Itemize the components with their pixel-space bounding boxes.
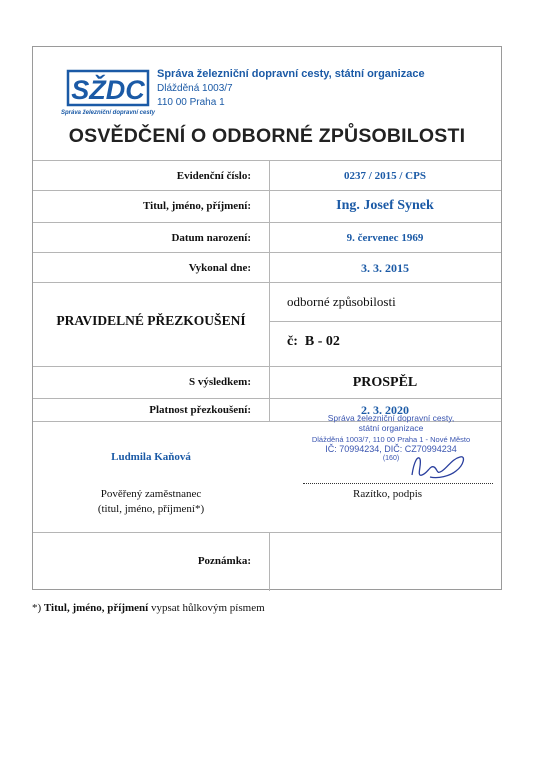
svg-text:SŽDC: SŽDC (71, 75, 145, 105)
birth-label: Datum narození: (171, 232, 251, 244)
stamp-sign-label: Razítko, podpis (353, 488, 423, 500)
exam-row (33, 283, 501, 367)
stamp-line-1: Správa železniční dopravní cesty, (327, 413, 455, 423)
signature-line (303, 483, 493, 484)
result-label: S výsledkem: (188, 376, 251, 388)
note-label: Poznámka: (197, 555, 251, 567)
name-label: Titul, jméno, příjmení: (143, 200, 251, 212)
birth-value: 9. červenec 1969 (346, 232, 424, 244)
page-title: OSVĚDČENÍ O ODBORNÉ ZPŮSOBILOSTI (68, 125, 466, 147)
evidence-value: 0237 / 2015 / CPS (344, 170, 426, 182)
result-row (33, 367, 501, 399)
evidence-row (33, 161, 501, 191)
footnote-rest: vypsat hůlkovým písmem (148, 602, 265, 614)
signatory-role-line2: (titul, jméno, příjmení*) (97, 503, 205, 515)
competence-label: odborné způsobilosti (287, 294, 396, 309)
org-address-street: Dlážděná 1003/7 (157, 83, 233, 94)
signature (408, 451, 468, 483)
performed-row (33, 253, 501, 283)
birth-row (33, 223, 501, 253)
validity-row (33, 399, 501, 533)
stamp-line-3: Dlážděná 1003/7, 110 00 Praha 1 - Nové Město (311, 435, 471, 444)
validity-value: 2. 3. 2020 (361, 403, 409, 417)
certificate-form (32, 46, 502, 590)
signatory-name: Ludmila Kaňová (111, 451, 191, 463)
header-row (33, 47, 501, 161)
footnote-prefix: *) (32, 602, 44, 614)
org-address-city: 110 00 Praha 1 (157, 97, 225, 108)
signatory-role-line1: Pověřený zaměstnanec (100, 488, 202, 500)
szdc-logo (60, 69, 156, 117)
performed-value: 3. 3. 2015 (361, 261, 409, 275)
column-divider (269, 533, 270, 591)
stamp-line-4: IČ: 70994234, DIČ: CZ70994234 (325, 444, 457, 454)
footnote (32, 602, 265, 614)
name-row (33, 191, 501, 223)
evidence-label: Evidenční číslo: (176, 170, 251, 182)
competence-label-cell (269, 283, 501, 322)
svg-text:Správa železniční dopravní ces: Správa železniční dopravní cesty (60, 110, 156, 116)
exam-type: PRAVIDELNÉ PŘEZKOUŠENÍ (56, 313, 246, 328)
footnote-bold: Titul, jméno, příjmení (43, 602, 149, 614)
performed-label: Vykonal dne: (188, 262, 251, 274)
note-row (33, 533, 501, 591)
result-value: PROSPĚL (352, 375, 418, 390)
competence-number: č: B - 02 (287, 334, 340, 349)
stamp-line-2: státní organizace (358, 423, 424, 433)
org-name: Správa železniční dopravní cesty, státní organizace (157, 68, 425, 80)
stamp-line-5: (160) (382, 455, 400, 462)
validity-label: Platnost přezkoušení: (149, 404, 251, 416)
name-value: Ing. Josef Synek (336, 198, 434, 213)
